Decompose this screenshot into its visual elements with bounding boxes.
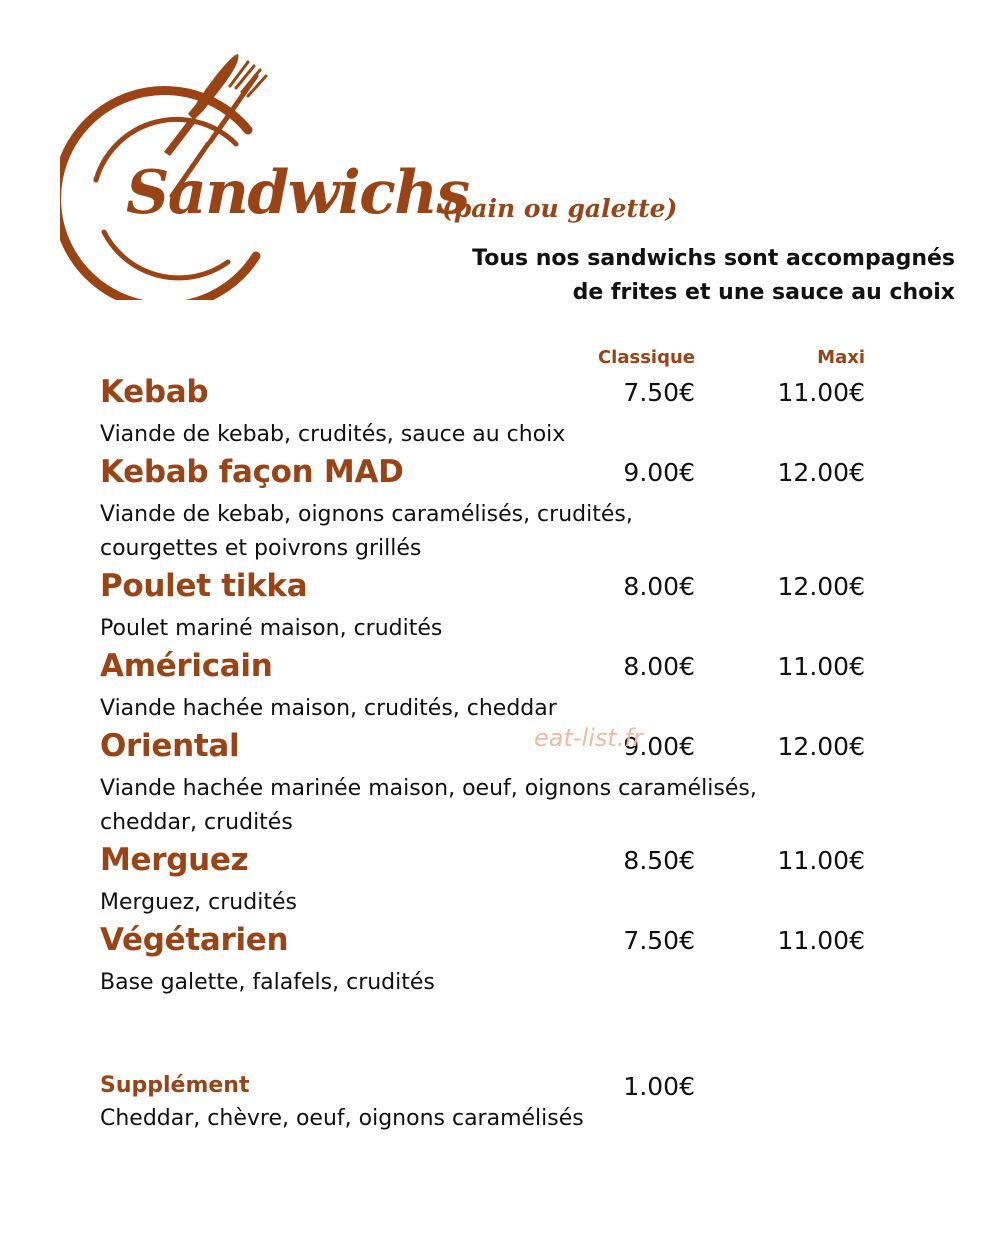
item-description bbox=[100, 498, 633, 566]
item-description bbox=[100, 418, 565, 452]
menu-item-merguez bbox=[0, 842, 989, 915]
supplement-description: Cheddar, chèvre, oeuf, oignons caramélisés bbox=[100, 1106, 584, 1131]
menu-item-americain bbox=[0, 648, 989, 721]
menu-item-poulet-tikka bbox=[0, 568, 989, 641]
description-line: Viande hachée marinée maison, oeuf, oignons caramélisés, bbox=[100, 776, 757, 801]
description-line: Poulet mariné maison, crudités bbox=[100, 616, 443, 641]
description-line: Viande hachée maison, crudités, cheddar bbox=[100, 696, 557, 721]
price-maxi: 11.00€ bbox=[777, 378, 865, 407]
item-description bbox=[100, 772, 757, 840]
description-line: Base galette, falafels, crudités bbox=[100, 970, 435, 995]
price-maxi: 11.00€ bbox=[777, 926, 865, 955]
price-maxi: 12.00€ bbox=[777, 732, 865, 761]
price-maxi: 11.00€ bbox=[777, 846, 865, 875]
description-line: cheddar, crudités bbox=[100, 810, 293, 835]
description-line: Merguez, crudités bbox=[100, 890, 297, 915]
item-description bbox=[100, 886, 297, 920]
intro-line: de frites et une sauce au choix bbox=[572, 280, 955, 305]
item-description bbox=[100, 966, 435, 1000]
price-classique: 9.00€ bbox=[623, 458, 695, 487]
menu-item-kebab bbox=[0, 374, 989, 447]
description-line: Viande de kebab, crudités, sauce au choix bbox=[100, 422, 566, 447]
column-header-classique: Classique bbox=[597, 347, 695, 368]
menu-item-oriental bbox=[0, 728, 989, 835]
description-line: courgettes et poivrons grillés bbox=[100, 536, 422, 561]
price-classique: 7.50€ bbox=[623, 378, 695, 407]
page-title: Sandwichs bbox=[126, 158, 469, 228]
description-line: Viande de kebab, oignons caramélisés, crudités, bbox=[100, 502, 633, 527]
column-header-maxi: Maxi bbox=[817, 347, 865, 368]
page-subtitle: (pain ou galette) bbox=[442, 194, 678, 223]
supplement-name: Supplément bbox=[100, 1073, 250, 1098]
price-maxi: 11.00€ bbox=[777, 652, 865, 681]
intro-text bbox=[472, 242, 955, 310]
price-classique: 8.00€ bbox=[623, 572, 695, 601]
supplement-price: 1.00€ bbox=[623, 1072, 695, 1101]
item-description bbox=[100, 692, 557, 726]
price-classique: 8.50€ bbox=[623, 846, 695, 875]
menu-item-vegetarien bbox=[0, 922, 989, 995]
item-name: Kebab bbox=[100, 374, 209, 410]
watermark: eat-list.fr bbox=[534, 724, 643, 752]
menu-item-kebab-facon-mad bbox=[0, 454, 989, 561]
price-maxi: 12.00€ bbox=[777, 572, 865, 601]
item-name: Oriental bbox=[100, 728, 240, 764]
item-name: Merguez bbox=[100, 842, 249, 878]
price-classique: 9.00€ bbox=[623, 732, 695, 761]
item-name: Végétarien bbox=[100, 922, 289, 958]
item-description bbox=[100, 612, 442, 646]
price-classique: 7.50€ bbox=[623, 926, 695, 955]
item-name: Poulet tikka bbox=[100, 568, 308, 604]
item-name: Américain bbox=[100, 648, 273, 684]
price-maxi: 12.00€ bbox=[777, 458, 865, 487]
item-name: Kebab façon MAD bbox=[100, 454, 404, 490]
intro-line: Tous nos sandwichs sont accompagnés bbox=[472, 246, 955, 271]
price-classique: 8.00€ bbox=[623, 652, 695, 681]
